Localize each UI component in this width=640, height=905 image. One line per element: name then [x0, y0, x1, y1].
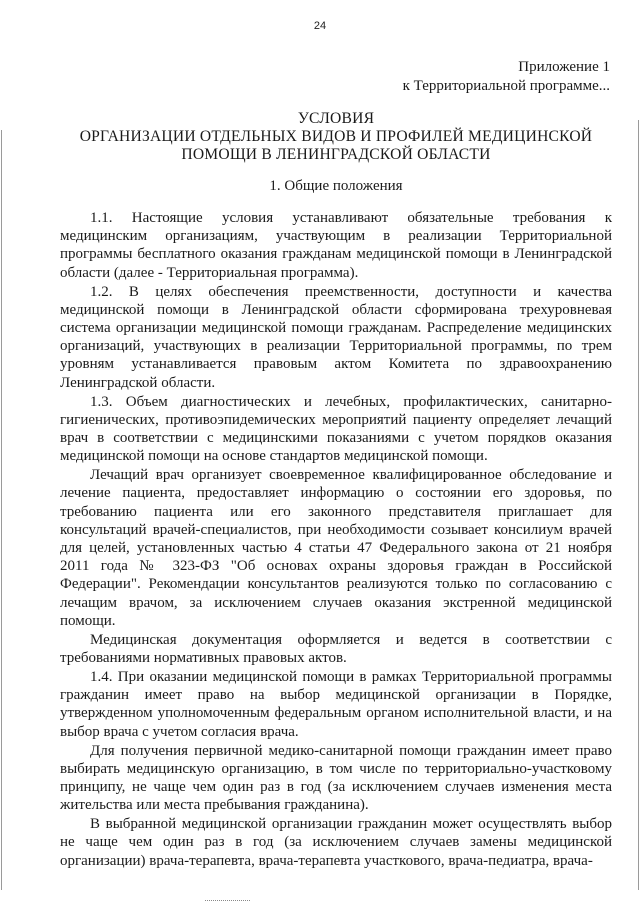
paragraph-line: консультаций врачей-специалистов, при необходимости созывает консилиум врачей [60, 521, 612, 538]
paragraph [60, 466, 612, 630]
document-title [60, 110, 612, 164]
paragraph-line: требованиями нормативных правовых актов. [60, 650, 347, 667]
paragraph-line: 1.1. Настоящие условия устанавливают обязательные требования к [90, 210, 612, 226]
paragraph-line: медицинской помощи в Ленинградской области сформирована трехуровневая [60, 301, 612, 318]
paragraph-line: врач в соответствии с медицинскими показаниями с учетом порядков оказания [60, 430, 612, 447]
paragraph [60, 209, 612, 282]
paragraph-line: Федерации". Рекомендации консультантов реализуются только по согласованию с [60, 576, 612, 593]
paragraph [60, 393, 612, 466]
paragraph-line: помощи. [60, 612, 116, 629]
title-line-3: ПОМОЩИ В ЛЕНИНГРАДСКОЙ ОБЛАСТИ [181, 146, 491, 163]
paragraph [60, 815, 612, 870]
scan-edge-right [638, 120, 639, 890]
appendix-line-2: к Территориальной программе... [402, 78, 610, 94]
paragraph [60, 283, 612, 392]
title-line-1: УСЛОВИЯ [297, 110, 375, 127]
paragraph-line: система организации медицинской помощи гражданам. Распределение медицинских [60, 320, 612, 337]
body-text [60, 209, 612, 871]
paragraph-line: выбирать медицинскую организацию, в том числе по территориально-участковому [60, 760, 612, 777]
paragraph-line: утвержденном уполномоченным федеральным органом исполнительной власти, и на [60, 705, 612, 722]
paragraph-line: лечащим врачом, за исключением случаев оказания экстренной медицинской [60, 594, 612, 611]
paragraph-line: гигиенических, противоэпидемических мероприятий пациенту определяет лечащий [60, 411, 612, 428]
paragraph-line: 1.2. В целях обеспечения преемственности, доступности и качества [90, 283, 612, 300]
paragraph-line: организаций, участвующих в реализации Территориальной программы, по трем [60, 338, 612, 355]
paragraph-line: гражданин имеет право на выбор медицинской организации в Порядке, [60, 687, 612, 704]
paragraph-line: медицинским организациям, участвующим в реализации Территориальной [60, 228, 612, 245]
section-heading: 1. Общие положения [269, 178, 403, 194]
page-number: 24 [313, 20, 327, 32]
paragraph-line: организации) врача-терапевта, врача-терапевта участкового, врача-педиатра, врача- [60, 852, 593, 869]
paragraph [60, 631, 612, 667]
paragraph [60, 742, 612, 815]
paragraph-line: уровням устанавливается правовым актом Комитета по здравоохранению [60, 356, 612, 373]
paragraph-line: медицинской помощи на основе стандартов медицинской помощи. [60, 448, 488, 465]
paragraph-line: для целей, установленных частью 4 статьи 47 Федерального закона от 21 ноября [60, 540, 612, 557]
paragraph-line: Для получения первичной медико-санитарной помощи гражданин имеет право [90, 742, 612, 759]
paragraph-line: не чаще чем один раз в год (за исключением случаев замены медицинской [60, 834, 612, 851]
paragraph-line: Лечащий врач организует своевременное квалифицированное обследование и [90, 467, 612, 484]
scan-edge-left [1, 130, 2, 890]
paragraph-line: лечение пациента, предоставляет информацию о состоянии его здоровья, по [60, 485, 612, 502]
paragraph-line: 1.4. При оказании медицинской помощи в рамках Территориальной программы [90, 669, 612, 686]
scan-mark-bottom [205, 900, 250, 902]
paragraph-line: Медицинская документация оформляется и ведется в соответствии с [90, 631, 612, 648]
paragraph [60, 668, 612, 741]
paragraph-line: области (далее - Территориальная программа). [60, 264, 359, 281]
appendix-reference [403, 58, 610, 96]
paragraph-line: Ленинградской области. [60, 374, 216, 391]
paragraph-line: 1.3. Объем диагностических и лечебных, профилактических, санитарно- [90, 393, 612, 410]
paragraph-line: программы бесплатного оказания гражданам медицинской помощи в Ленинградской [60, 246, 612, 263]
paragraph-line: принципу, не чаще чем один раз в год (за исключением случаев изменения места [60, 779, 612, 796]
paragraph-line: жительства или места пребывания гражданина). [60, 797, 369, 814]
appendix-line-1: Приложение 1 [518, 59, 610, 75]
paragraph-line: В выбранной медицинской организации гражданин может осуществлять выбор [90, 816, 612, 833]
title-line-2: ОРГАНИЗАЦИИ ОТДЕЛЬНЫХ ВИДОВ И ПРОФИЛЕЙ МЕДИЦИНСКОЙ [79, 128, 593, 145]
paragraph-line: выбор врача с учетом согласия врача. [60, 723, 299, 740]
paragraph-line: требованию пациента или его законного представителя приглашает для [60, 503, 612, 520]
paragraph-line: 2011 года № 323-ФЗ "Об основах охраны здоровья граждан в Российской [60, 558, 612, 575]
